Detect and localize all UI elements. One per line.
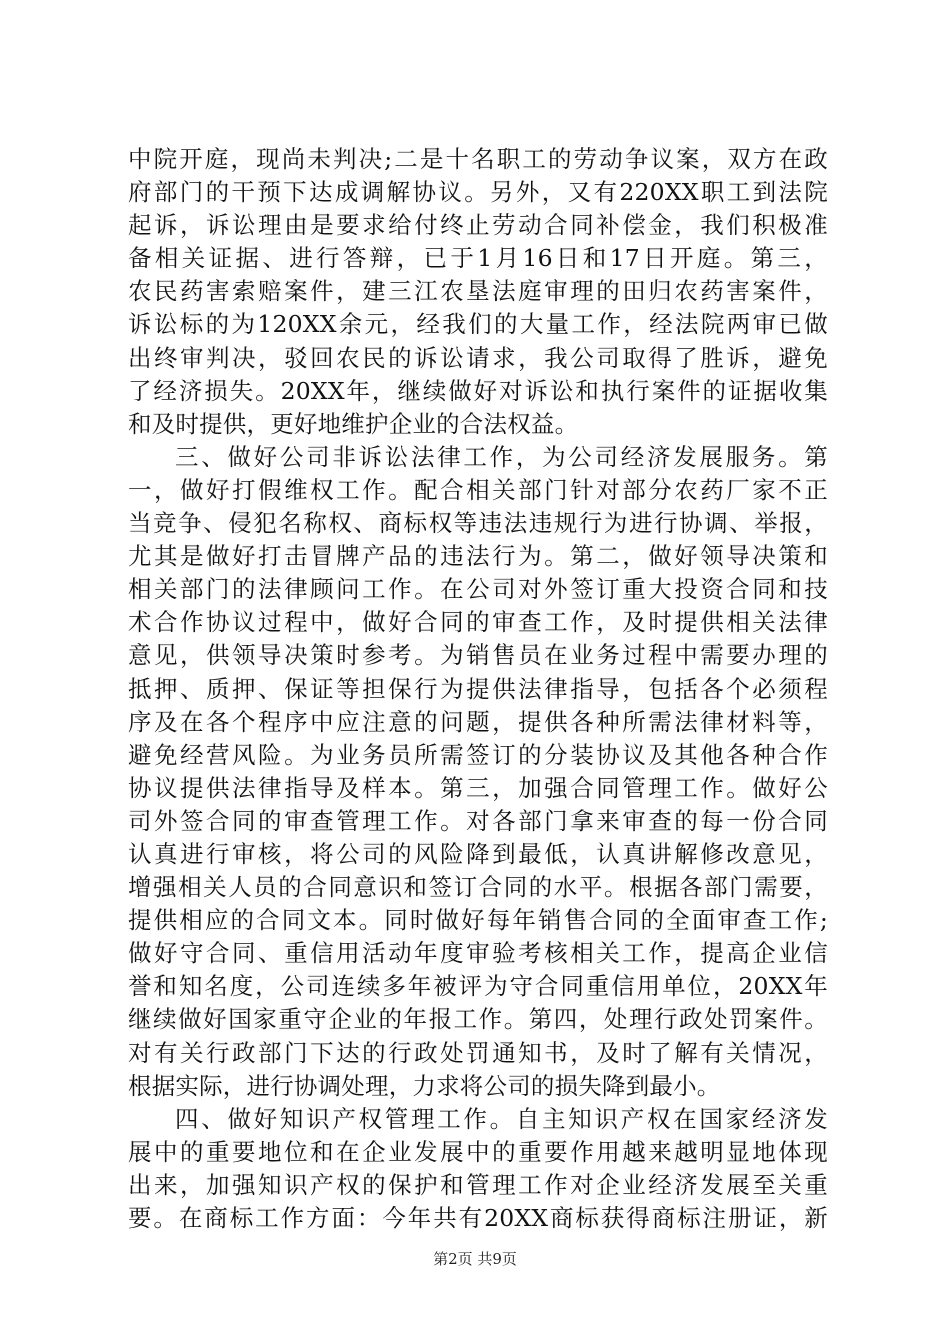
text-line: 司外签合同的审查管理工作。对各部门拿来审查的每一份合同 (128, 806, 828, 835)
text-line: 展中的重要地位和在企业发展中的重要作用越来越明显地体现 (128, 1137, 828, 1166)
text-line: 对有关行政部门下达的行政处罚通知书，及时了解有关情况， (128, 1038, 828, 1067)
text-line: 当竞争、侵犯名称权、商标权等违法违规行为进行协调、举报， (128, 509, 828, 538)
text-line: 誉和知名度，公司连续多年被评为守合同重信用单位，20XX年 (128, 972, 828, 1001)
body-text (128, 143, 828, 1235)
text-line: 抵押、质押、保证等担保行为提供法律指导，包括各个必须程 (128, 674, 828, 703)
text-line: 增强相关人员的合同意识和签订合同的水平。根据各部门需要， (128, 873, 828, 902)
text-line: 农民药害索赔案件，建三江农垦法庭审理的田归农药害案件， (128, 277, 828, 306)
text-line: 相关部门的法律顾问工作。在公司对外签订重大投资合同和技 (128, 575, 828, 604)
text-line: 继续做好国家重守企业的年报工作。第四，处理行政处罚案件。 (128, 1005, 828, 1034)
text-line: 三、做好公司非诉讼法律工作，为公司经济发展服务。第 (175, 442, 828, 471)
text-line: 备相关证据、进行答辩，已于1月16日和17日开庭。第三， (128, 244, 828, 273)
text-line: 意见，供领导决策时参考。为销售员在业务过程中需要办理的 (128, 641, 828, 670)
text-line: 出来，加强知识产权的保护和管理工作对企业经济发展至关重 (128, 1170, 828, 1199)
text-line: 出终审判决，驳回农民的诉讼请求，我公司取得了胜诉，避免 (128, 343, 828, 372)
text-line: 提供相应的合同文本。同时做好每年销售合同的全面审查工作; (128, 906, 828, 935)
text-line: 避免经营风险。为业务员所需签订的分装协议及其他各种合作 (128, 740, 828, 769)
text-line: 序及在各个程序中应注意的问题，提供各种所需法律材料等， (128, 707, 828, 736)
text-line: 认真进行审核，将公司的风险降到最低，认真讲解修改意见， (128, 839, 828, 868)
text-line: 和及时提供，更好地维护企业的合法权益。 (128, 409, 579, 438)
text-line: 做好守合同、重信用活动年度审验考核相关工作，提高企业信 (128, 939, 828, 968)
text-line: 要。在商标工作方面：今年共有20XX商标获得商标注册证，新 (128, 1204, 828, 1232)
text-line: 根据实际，进行协调处理，力求将公司的损失降到最小。 (128, 1071, 721, 1100)
text-line: 中院开庭，现尚未判决;二是十名职工的劳动争议案，双方在政 (128, 145, 828, 173)
page-footer: 第2页 共9页 (433, 1250, 517, 1268)
text-line: 协议提供法律指导及样本。第三，加强合同管理工作。做好公 (128, 773, 828, 802)
text-line: 四、做好知识产权管理工作。自主知识产权在国家经济发 (175, 1104, 828, 1133)
text-line: 尤其是做好打击冒牌产品的违法行为。第二，做好领导决策和 (128, 542, 828, 571)
text-line: 府部门的干预下达成调解协议。另外，又有220XX职工到法院 (128, 178, 828, 207)
text-line: 术合作协议过程中，做好合同的审查工作，及时提供相关法律 (128, 608, 828, 637)
text-line: 起诉，诉讼理由是要求给付终止劳动合同补偿金，我们积极准 (128, 211, 828, 240)
text-line: 诉讼标的为120XX余元，经我们的大量工作，经法院两审已做 (128, 310, 828, 339)
text-line: 了经济损失。20XX年，继续做好对诉讼和执行案件的证据收集 (128, 376, 828, 405)
text-line: 一，做好打假维权工作。配合相关部门针对部分农药厂家不正 (128, 475, 828, 504)
